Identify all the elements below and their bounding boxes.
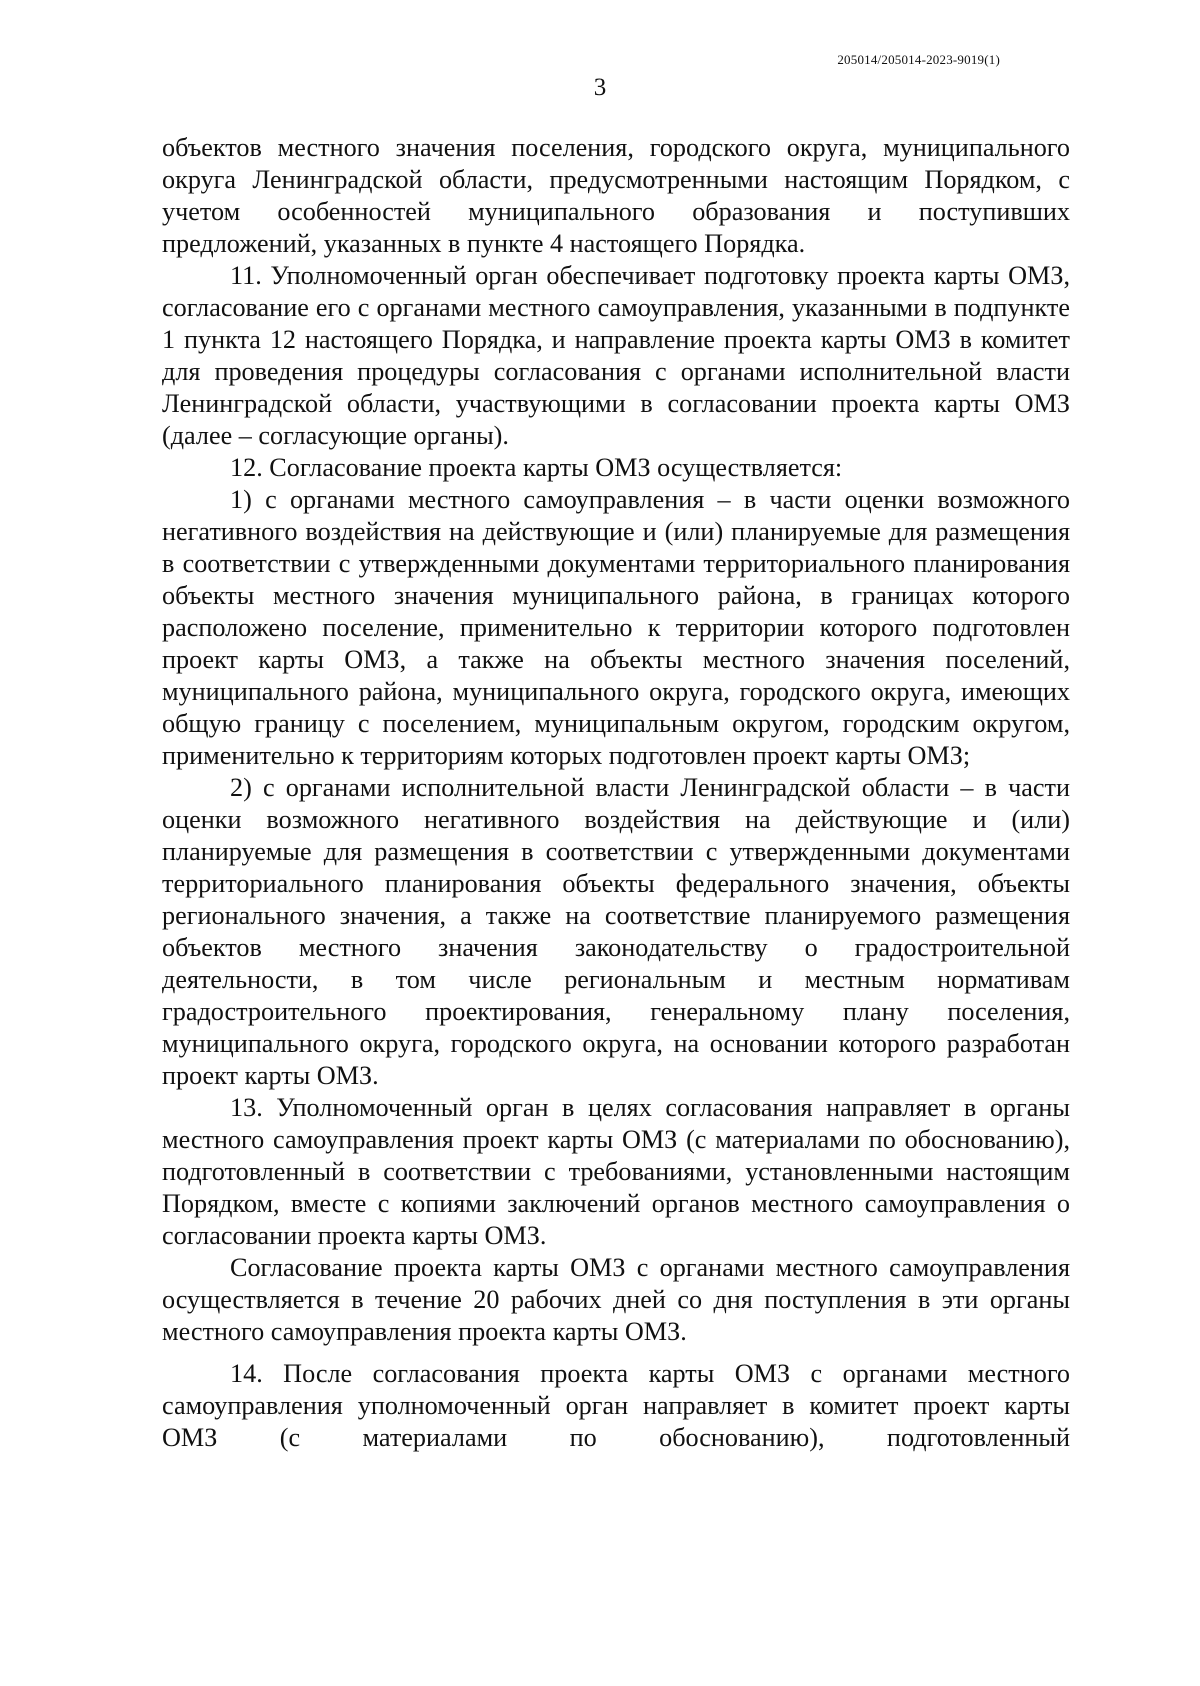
paragraph-12-subitem-1: 1) с органами местного самоуправления – в части оценки возможного негативного воздействия на действующие и (или) планируемые для размещения в соответствии с утвержденными документами территориального планирования объекты местного значения муниципального района, в границах которого расположено поселение, применительно к территории которого подготовлен проект карты ОМЗ, а также на объекты местного значения поселений, муниципального района, муниципального округа, городского округа, имеющих общую границу с поселением, муниципальным округом, городским округом, применительно к территориям которых подготовлен проект карты ОМЗ;	[162, 485, 1070, 770]
paragraph-12: 12. Согласование проекта карты ОМЗ осуществляется:	[230, 453, 843, 482]
paragraph-13-period: Согласование проекта карты ОМЗ с органами местного самоуправления осуществляется в течение 20 рабочих дней со дня поступления в эти органы местного самоуправления проекта карты ОМЗ.	[162, 1253, 1070, 1346]
document-body	[162, 132, 1070, 1454]
paragraph-13: 13. Уполномоченный орган в целях согласования направляет в органы местного самоуправления проект карты ОМЗ (с материалами по обоснованию), подготовленный в соответствии с требованиями, установленными настоящим Порядком, вместе с копиями заключений органов местного самоуправления о согласовании проекта карты ОМЗ.	[162, 1093, 1070, 1250]
page-number: 3	[593, 74, 607, 101]
paragraph-11: 11. Уполномоченный орган обеспечивает подготовку проекта карты ОМЗ, согласование его с органами местного самоуправления, указанными в подпункте 1 пункта 12 настоящего Порядка, и направление проекта карты ОМЗ в комитет для проведения процедуры согласования с органами исполнительной власти Ленинградской области, участвующими в согласовании проекта карты ОМЗ (далее – согласующие органы).	[162, 261, 1070, 450]
document-id: 205014/205014-2023-9019(1)	[837, 52, 1000, 67]
paragraph-continuation: объектов местного значения поселения, городского округа, муниципального округа Ленинградской области, предусмотренными настоящим Порядком, с учетом особенностей муниципального образования и поступивших предложений, указанных в пункте 4 настоящего Порядка.	[162, 133, 1070, 258]
paragraph-12-subitem-2: 2) с органами исполнительной власти Ленинградской области – в части оценки возможного негативного воздействия на действующие и (или) планируемые для размещения в соответствии с утвержденными документами территориального планирования объекты федерального значения, объекты регионального значения, а также на соответствие планируемого размещения объектов местного значения законодательству о градостроительной деятельности, в том числе региональным и местным нормативам градостроительного проектирования, генеральному плану поселения, муниципального округа, городского округа, на основании которого разработан проект карты ОМЗ.	[162, 773, 1070, 1090]
paragraph-14: 14. После согласования проекта карты ОМЗ с органами местного самоуправления уполномоченный орган направляет в комитет проект карты ОМЗ (с материалами по обоснованию), подготовленный	[162, 1359, 1070, 1452]
